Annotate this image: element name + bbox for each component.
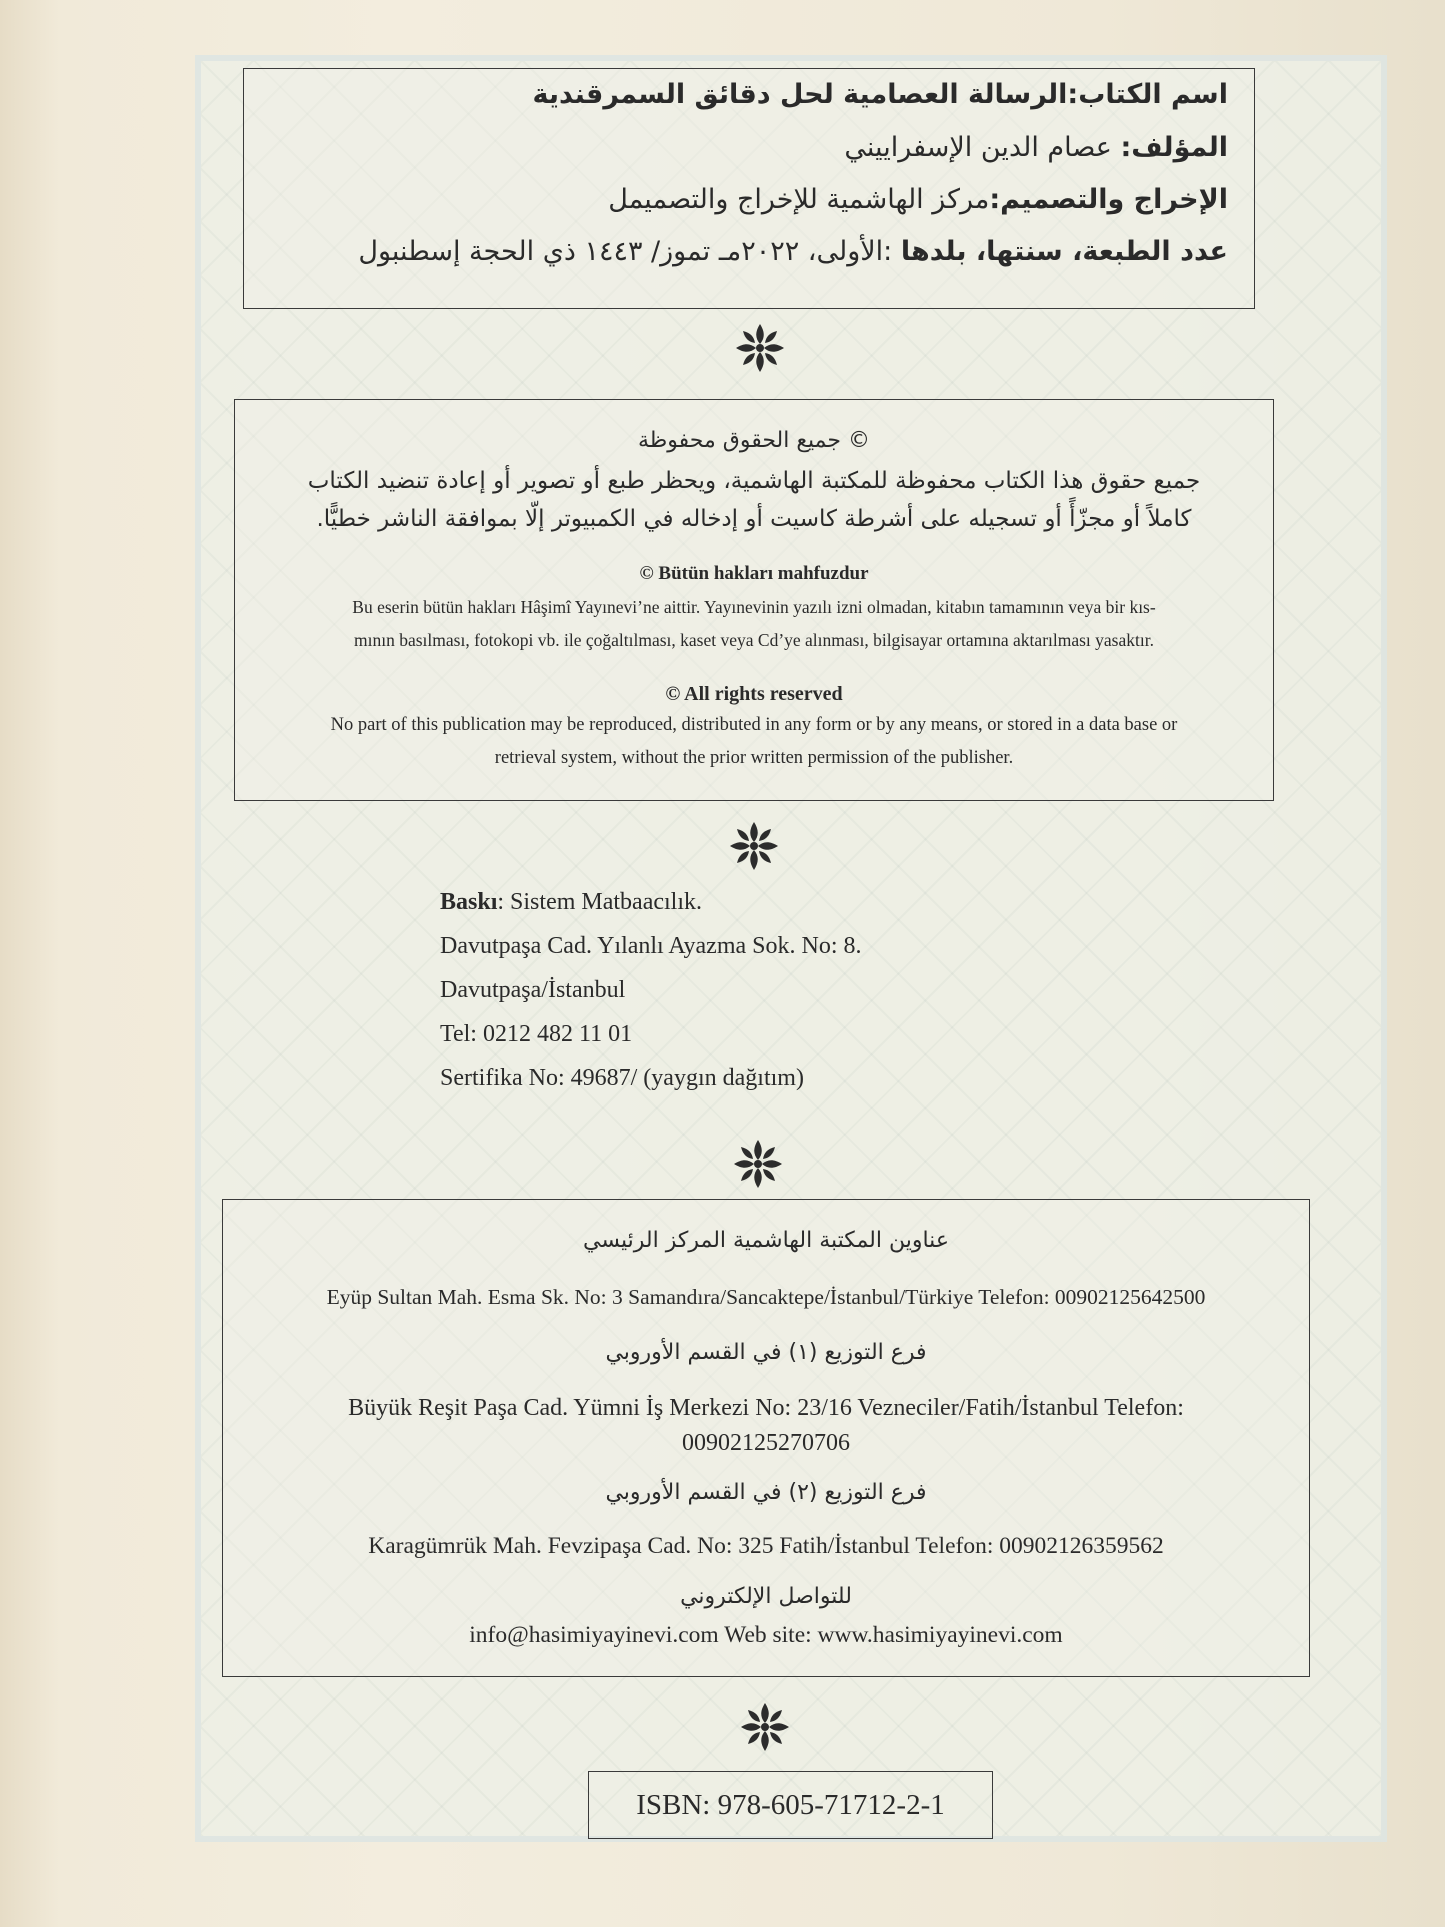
branch2-heading: فرع التوزيع (٢) في القسم الأوروبي (605, 1480, 927, 1505)
book-info-box (243, 68, 1255, 309)
title-value: الرسالة العصامية لحل دقائق السمرقندية (532, 79, 1068, 110)
design-label: الإخراج والتصميم: (989, 184, 1228, 215)
rights-box (234, 399, 1274, 801)
rights-tr-heading: © Bütün hakları mahfuzdur (639, 563, 869, 584)
hq-address: Eyüp Sultan Mah. Esma Sk. No: 3 Samandıra/Sancaktepe/İstanbul/Türkiye Telefon: 00902125642500 (326, 1285, 1206, 1309)
edition-row (358, 236, 1228, 267)
hq-heading: عناوين المكتبة الهاشمية المركز الرئيسي (583, 1228, 949, 1253)
rights-ar-line1: جميع حقوق هذا الكتاب محفوظة للمكتبة الهاشمية، ويحظر طبع أو تصوير أو إعادة تنضيد الكتاب (307, 468, 1201, 494)
edition-value: :الأولى، ٢٠٢٢مـ تموز/ ١٤٤٣ ذي الحجة إسطنبول (358, 236, 901, 267)
author-value: عصام الدين الإسفراييني (844, 132, 1121, 163)
printing-certificate: Sertifika No: 49687/ (yaygın dağıtım) (440, 1065, 804, 1091)
printing-address2: Davutpaşa/İstanbul (440, 977, 626, 1003)
printing-line (440, 880, 862, 924)
design-row (608, 184, 1228, 215)
contact-line: info@hasimiyayinevi.com Web site: www.hasimiyayinevi.com (469, 1622, 1063, 1648)
ornament-icon (726, 818, 782, 874)
addresses-box (222, 1199, 1310, 1677)
ornament-icon (730, 1136, 786, 1192)
title-label: اسم الكتاب: (1067, 79, 1228, 110)
printing-address1: Davutpaşa Cad. Yılanlı Ayazma Sok. No: 8. (440, 933, 862, 959)
author-label: المؤلف: (1120, 132, 1228, 163)
rights-tr-line1: Bu eserin bütün hakları Hâşimî Yayınevi’ne aittir. Yayınevinin yazılı izni olmadan, kitabın tamamının veya bir kıs- (352, 597, 1156, 617)
rights-en-heading: © All rights reserved (665, 683, 843, 705)
branch1-line2: 00902125270706 (682, 1430, 850, 1456)
rights-en-line1: No part of this publication may be reproduced, distributed in any form or by any means, or stored in a data base or (330, 715, 1178, 735)
printing-tel: Tel: 0212 482 11 01 (440, 1021, 633, 1047)
isbn-box: ISBN: 978-605-71712-2-1 (588, 1771, 993, 1839)
author-row (844, 132, 1228, 163)
printing-label: Baskı (440, 889, 498, 915)
branch2-address: Karagümrük Mah. Fevzipaşa Cad. No: 325 Fatih/İstanbul Telefon: 00902126359562 (368, 1533, 1164, 1559)
branch1-line1: Büyük Reşit Paşa Cad. Yümni İş Merkezi No: 23/16 Vezneciler/Fatih/İstanbul Telefon: (348, 1395, 1184, 1421)
design-value: مركز الهاشمية للإخراج والتصميمل (608, 184, 990, 215)
title-row (533, 79, 1228, 110)
rights-ar-line2: كاملاً أو مجزّأً أو تسجيله على أشرطة كاسيت أو إدخاله في الكمبيوتر إلّا بموافقة الناشر خطيًّا. (316, 506, 1192, 532)
rights-en-line2: retrieval system, without the prior written permission of the publisher. (494, 748, 1014, 768)
contact-heading: للتواصل الإلكتروني (680, 1584, 852, 1609)
ornament-icon (737, 1699, 793, 1755)
branch1-heading: فرع التوزيع (١) في القسم الأوروبي (605, 1340, 927, 1365)
ornament-icon (732, 320, 788, 376)
edition-label: عدد الطبعة، سنتها، بلدها (900, 236, 1228, 267)
printing-value: : Sistem Matbaacılık. (497, 889, 703, 915)
rights-tr-line2: mının basılması, fotokopi vb. ile çoğaltılması, kaset veya Cd’ye alınması, bilgisayar ortamına aktarılması yasaktır. (354, 630, 1154, 650)
printing-info (440, 880, 862, 1100)
rights-ar-heading: © جميع الحقوق محفوظة (637, 428, 870, 453)
